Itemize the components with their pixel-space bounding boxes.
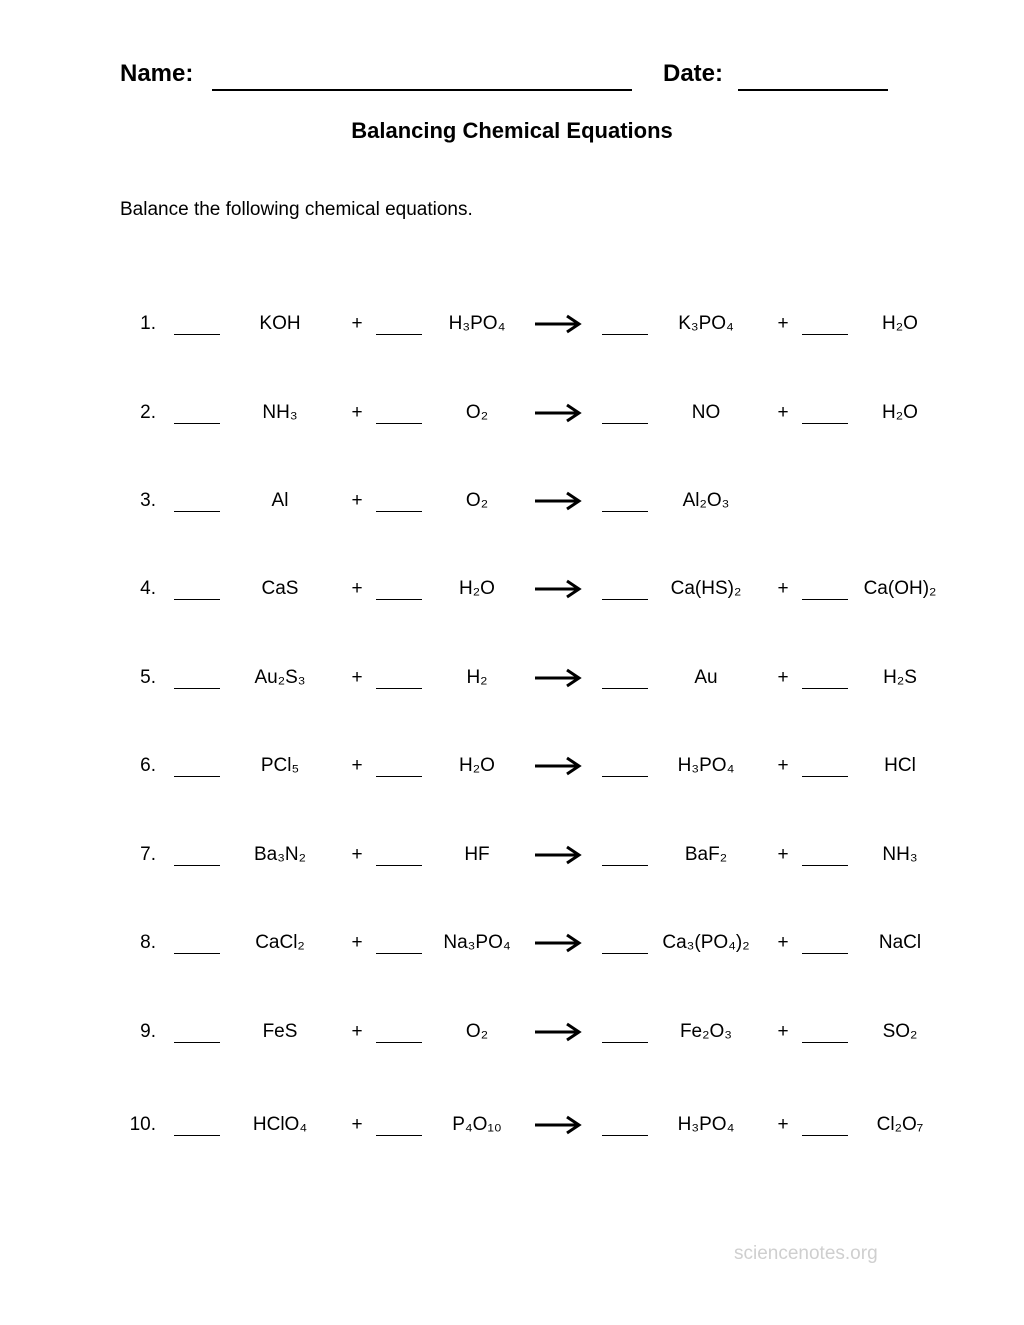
reaction-arrow-icon [534,933,582,953]
plus-sign: + [777,578,789,599]
equation-number: 7. [140,844,156,865]
product-formula: SO₂ [882,1021,918,1042]
equation-number: 1. [140,313,156,334]
watermark: sciencenotes.org [734,1243,878,1264]
reaction-arrow-icon [534,1022,582,1042]
plus-sign: + [351,313,363,334]
reaction-arrow-icon [534,845,582,865]
instructions: Balance the following chemical equations. [120,199,473,220]
coefficient-blank[interactable] [602,666,648,689]
product-formula: Fe₂O₃ [679,1021,733,1042]
coefficient-blank[interactable] [602,489,648,512]
equation-row [0,931,1024,971]
coefficient-blank[interactable] [602,754,648,777]
reactant-formula: KOH [259,313,301,334]
coefficient-blank[interactable] [174,489,220,512]
reactant-formula: O₂ [465,402,489,423]
reactant-formula: Ba₃N₂ [253,844,307,865]
reaction-arrow-icon [534,403,582,423]
date-field[interactable] [738,89,888,91]
product-formula: H₂O [882,402,918,423]
plus-sign: + [351,1021,363,1042]
equation-row [0,754,1024,794]
reactant-formula: H₃PO₄ [448,313,506,334]
plus-sign: + [351,667,363,688]
product-formula: Au [694,667,718,688]
reactant-formula: O₂ [465,490,489,511]
plus-sign: + [351,1114,363,1135]
coefficient-blank[interactable] [376,1020,422,1043]
reactant-formula: HClO₄ [252,1114,308,1135]
product-formula: NH₃ [882,844,918,865]
reactant-formula: PCl₅ [260,755,300,776]
product-formula: HCl [884,755,916,776]
coefficient-blank[interactable] [602,931,648,954]
reaction-arrow-icon [534,756,582,776]
reactant-formula: CaCl₂ [255,932,305,953]
product-formula: Cl₂O₇ [876,1114,924,1135]
product-formula: Ca₃(PO₄)₂ [662,932,750,953]
plus-sign: + [351,490,363,511]
equation-number: 5. [140,667,156,688]
plus-sign: + [777,313,789,334]
plus-sign: + [777,402,789,423]
coefficient-blank[interactable] [602,312,648,335]
coefficient-blank[interactable] [174,1113,220,1136]
reactant-formula: Na₃PO₄ [443,932,511,953]
name-field[interactable] [212,89,632,91]
coefficient-blank[interactable] [376,577,422,600]
equation-number: 9. [140,1021,156,1042]
product-formula: BaF₂ [684,844,728,865]
equation-number: 2. [140,402,156,423]
plus-sign: + [351,755,363,776]
product-formula: H₃PO₄ [677,1114,735,1135]
plus-sign: + [351,578,363,599]
product-formula: H₃PO₄ [677,755,735,776]
reactant-formula: O₂ [465,1021,489,1042]
reactant-formula: NH₃ [262,402,298,423]
coefficient-blank[interactable] [376,1113,422,1136]
reaction-arrow-icon [534,579,582,599]
reactant-formula: CaS [261,578,299,599]
plus-sign: + [351,402,363,423]
reaction-arrow-icon [534,314,582,334]
reaction-arrow-icon [534,1115,582,1135]
equation-row [0,489,1024,529]
product-formula: NaCl [878,932,922,953]
product-formula: NO [691,402,721,423]
equation-row [0,401,1024,441]
coefficient-blank[interactable] [376,666,422,689]
coefficient-blank[interactable] [174,931,220,954]
equation-row [0,577,1024,617]
coefficient-blank[interactable] [602,1020,648,1043]
equation-row [0,1113,1024,1153]
name-label: Name: [120,60,194,87]
coefficient-blank[interactable] [376,843,422,866]
coefficient-blank[interactable] [174,312,220,335]
plus-sign: + [777,844,789,865]
plus-sign: + [777,1114,789,1135]
plus-sign: + [351,932,363,953]
plus-sign: + [777,667,789,688]
product-formula: Ca(OH)₂ [863,578,937,599]
reactant-formula: Al [271,490,289,511]
product-formula: Al₂O₃ [682,490,730,511]
equation-number: 10. [129,1114,156,1135]
equation-number: 8. [140,932,156,953]
header [120,60,900,96]
coefficient-blank[interactable] [174,1020,220,1043]
product-formula: H₂S [883,667,917,688]
plus-sign: + [777,755,789,776]
equation-row [0,843,1024,883]
equation-number: 4. [140,578,156,599]
reaction-arrow-icon [534,668,582,688]
equation-row [0,666,1024,706]
coefficient-blank[interactable] [174,843,220,866]
plus-sign: + [777,1021,789,1042]
plus-sign: + [351,844,363,865]
equation-row [0,1020,1024,1060]
reactant-formula: FeS [262,1021,298,1042]
reactant-formula: Au₂S₃ [254,667,306,688]
coefficient-blank[interactable] [174,401,220,424]
coefficient-blank[interactable] [376,312,422,335]
reaction-arrow-icon [534,491,582,511]
page-title: Balancing Chemical Equations [351,118,673,143]
coefficient-blank[interactable] [376,489,422,512]
reactant-formula: HF [464,844,490,865]
coefficient-blank[interactable] [376,401,422,424]
date-label: Date: [663,60,724,87]
coefficient-blank[interactable] [602,401,648,424]
coefficient-blank[interactable] [602,1113,648,1136]
product-formula: Ca(HS)₂ [670,578,742,599]
reactant-formula: P₄O₁₀ [452,1114,502,1135]
reactant-formula: H₂O [459,755,495,776]
equation-row [0,312,1024,352]
equation-number: 6. [140,755,156,776]
coefficient-blank[interactable] [602,843,648,866]
product-formula: K₃PO₄ [678,313,734,334]
coefficient-blank[interactable] [602,577,648,600]
coefficient-blank[interactable] [174,754,220,777]
reactant-formula: H₂ [466,667,488,688]
reactant-formula: H₂O [459,578,495,599]
coefficient-blank[interactable] [376,754,422,777]
equation-number: 3. [140,490,156,511]
coefficient-blank[interactable] [174,666,220,689]
coefficient-blank[interactable] [174,577,220,600]
coefficient-blank[interactable] [376,931,422,954]
product-formula: H₂O [882,313,918,334]
plus-sign: + [777,932,789,953]
